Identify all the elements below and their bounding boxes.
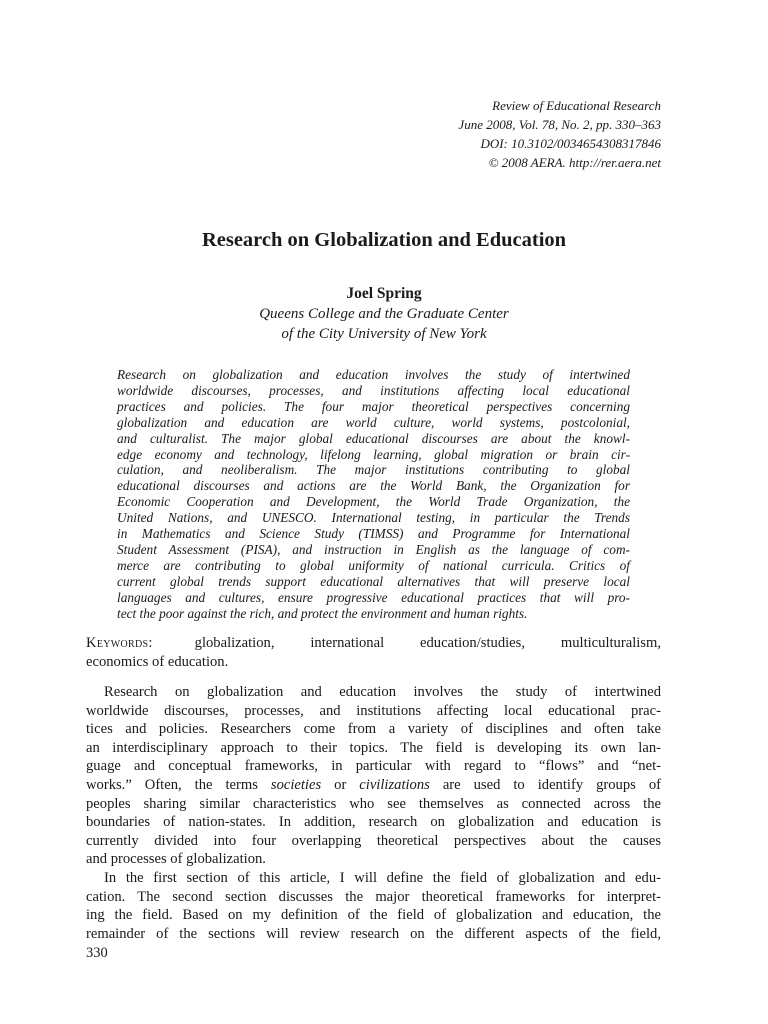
abstract-line: and culturalist. The major global educational discourses are about the knowl- [117,430,630,446]
abstract-line: Student Assessment (PISA), and instruction in English as the language of com- [117,541,630,557]
body-text [86,683,661,943]
paragraph-line: guage and conceptual frameworks, in particular with regard to “flows” and “net- [86,758,661,775]
abstract-line: merce are contributing to global uniformity of national curricula. Critics of [117,557,630,573]
keywords [86,634,661,672]
keywords-label: Keywords: [86,635,153,651]
text-run: are used to identify groups of [429,776,661,793]
journal-name: Review of Educational Research [492,98,661,113]
paragraph-line: Research on globalization and education involves the study of intertwined [104,684,661,700]
paragraph-line: ing the field. Based on my definition of the field of globalization and education, the [86,907,661,924]
abstract-line: Economic Cooperation and Development, the World Trade Organization, the [117,494,630,510]
abstract-line: worldwide discourses, processes, and institutions affecting local educational [117,382,630,398]
article-title: Research on Globalization and Education [201,229,567,251]
journal-doi: DOI: 10.3102/0034654308317846 [480,136,661,151]
emphasis-civilizations: civilizations [359,776,430,793]
paragraph-line [86,776,661,795]
keywords-line: economics of education. [86,654,229,670]
abstract-line: globalization and education are world culture, world systems, postcolonial, [117,414,630,430]
paragraph-line: tices and policies. Researchers come from a variety of disciplines and often take [86,721,661,738]
abstract-line: Research on globalization and education involves the study of intertwined [117,367,630,382]
paragraph-line: In the first section of this article, I will define the field of globalization and edu- [104,869,661,886]
abstract-line: United Nations, and UNESCO. International testing, in particular the Trends [117,510,630,526]
abstract-line: in Mathematics and Science Study (TIMSS) and Programme for International [117,526,630,542]
paragraph-line: boundaries of nation-states. In addition, research on globalization and education is [86,814,661,831]
paragraph-line: worldwide discourses, processes, and institutions affecting local educational prac- [86,702,661,719]
abstract-line: practices and policies. The four major theoretical perspectives concerning [117,398,630,414]
keywords-line [86,634,661,653]
paragraph-line: peoples sharing similar characteristics who see themselves as connected across the [86,795,661,812]
journal-copyright: © 2008 AERA. http://rer.aera.net [488,155,661,170]
text-run: works.” Often, the terms [86,776,271,793]
paragraph-line: an interdisciplinary approach to their topics. The field is developing its own lan- [86,739,661,756]
page-number: 330 [86,945,108,961]
keywords-text: globalization, international education/studies, multiculturalism, [194,635,661,651]
abstract-line: edge economy and technology, lifelong learning, global migration or brain cir- [117,446,630,462]
author-affiliation-line-2: of the City University of New York [281,326,487,342]
paragraph-line: cation. The second section discusses the major theoretical frameworks for interpret- [86,888,661,905]
text-run: or [321,776,360,793]
abstract-line: languages and cultures, ensure progressive educational practices that will pro- [117,589,630,605]
author-block [0,284,768,344]
abstract-line: educational discourses and actions are the World Bank, the Organization for [117,478,630,494]
emphasis-societies: societies [270,776,322,793]
abstract-line: tect the poor against the rich, and protect the environment and human rights. [117,605,528,621]
paragraph-line: remainder of the sections will review research on the different aspects of the field, [86,925,661,942]
abstract-line: culation, and neoliberalism. The major institutions contributing to global [117,462,630,478]
journal-citation [458,96,661,172]
paragraph-line: currently divided into four overlapping theoretical perspectives about the causes [86,832,661,849]
paragraph-line: and processes of globalization. [86,851,266,868]
journal-issue: June 2008, Vol. 78, No. 2, pp. 330–363 [458,117,661,132]
abstract [117,367,630,622]
author-affiliation-line-1: Queens College and the Graduate Center [259,306,509,322]
abstract-line: current global trends support educational alternatives that will preserve local [117,573,630,589]
author-name: Joel Spring [346,285,422,302]
